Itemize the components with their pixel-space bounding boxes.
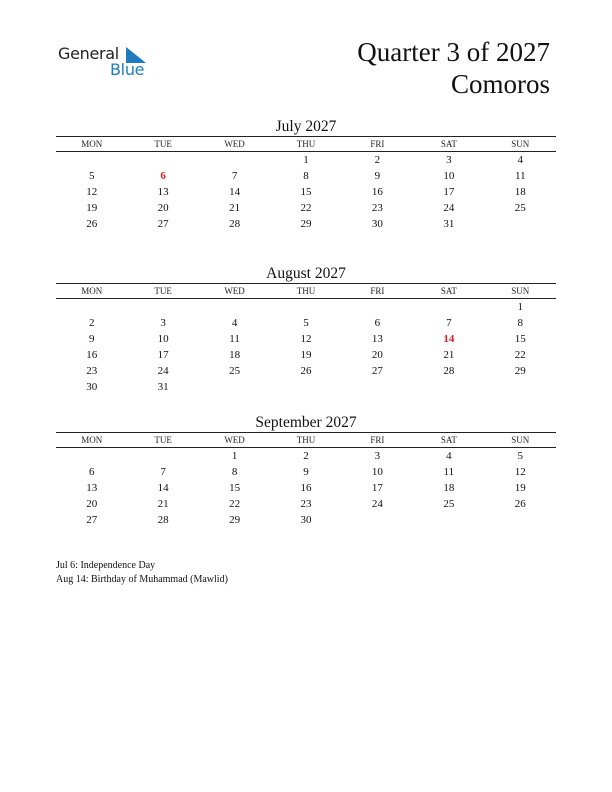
day-cell: 22	[514, 349, 526, 361]
empty-day-cell	[56, 448, 127, 464]
empty-day-cell	[413, 512, 484, 528]
weekday-label: SAT	[440, 435, 457, 445]
weekday-label: MON	[81, 286, 103, 296]
day-cell: 4	[517, 154, 524, 166]
day-cell: 15	[514, 333, 526, 345]
week-row	[56, 200, 556, 216]
generalblue-logo	[58, 44, 168, 84]
week-row	[56, 480, 556, 496]
empty-day-cell	[413, 379, 484, 395]
day-cell: 18	[443, 482, 455, 494]
weekday-label: SAT	[440, 286, 457, 296]
weekday-label: FRI	[370, 139, 385, 149]
month-title: September 2027	[255, 414, 357, 431]
weekday-label: SUN	[511, 286, 530, 296]
day-cell: 7	[446, 317, 452, 329]
empty-day-cell	[485, 216, 556, 232]
month-july	[56, 117, 556, 232]
empty-day-cell	[270, 379, 341, 395]
empty-day-cell	[342, 299, 413, 315]
day-cell: 24	[371, 498, 383, 510]
day-cell: 24	[157, 365, 169, 377]
day-cell: 9	[374, 170, 381, 182]
weekday-label: FRI	[370, 286, 385, 296]
week-row	[56, 464, 556, 480]
day-cell: 19	[514, 482, 526, 494]
day-cell: 5	[303, 317, 309, 329]
week-row	[56, 379, 556, 395]
day-cell: 30	[86, 381, 98, 393]
day-cell: 27	[371, 365, 383, 377]
week-row	[56, 331, 556, 347]
logo-word-blue: Blue	[110, 60, 145, 79]
day-cell: 30	[371, 218, 383, 230]
day-cell: 3	[446, 154, 452, 166]
day-cell: 13	[371, 333, 383, 345]
empty-day-cell	[342, 379, 413, 395]
weekday-label: SUN	[511, 435, 530, 445]
empty-day-cell	[485, 379, 556, 395]
month-title: August 2027	[266, 265, 346, 282]
empty-day-cell	[485, 512, 556, 528]
day-cell: 24	[443, 202, 455, 214]
day-cell: 21	[229, 202, 241, 214]
weekday-label: TUE	[154, 435, 172, 445]
day-cell: 17	[371, 482, 383, 494]
day-cell: 22	[300, 202, 312, 214]
empty-day-cell	[342, 512, 413, 528]
day-cell: 22	[229, 498, 241, 510]
weekday-label: TUE	[154, 286, 172, 296]
day-cell: 16	[371, 186, 383, 198]
empty-day-cell	[56, 152, 127, 168]
day-cell: 31	[443, 218, 455, 230]
day-cell: 6	[374, 317, 381, 329]
holiday-notes	[56, 559, 228, 587]
day-cell: 2	[88, 317, 95, 329]
holiday-day-cell: 6	[160, 170, 166, 182]
day-cell: 8	[303, 170, 309, 182]
weekday-label: SUN	[511, 139, 530, 149]
weekday-label: THU	[296, 286, 316, 296]
weekday-label: WED	[224, 139, 245, 149]
day-cell: 14	[229, 186, 241, 198]
day-cell: 10	[443, 170, 455, 182]
week-row	[56, 512, 556, 528]
day-cell: 10	[371, 466, 383, 478]
week-row	[56, 168, 556, 184]
empty-day-cell	[199, 152, 270, 168]
day-cell: 17	[157, 349, 169, 361]
day-cell: 26	[300, 365, 312, 377]
day-cell: 30	[300, 514, 312, 526]
day-cell: 21	[157, 498, 169, 510]
day-cell: 20	[371, 349, 383, 361]
day-cell: 3	[374, 450, 381, 462]
day-cell: 4	[231, 317, 238, 329]
holiday-note: Jul 6: Independence Day	[56, 560, 156, 571]
weekday-header	[56, 283, 556, 299]
week-row	[56, 216, 556, 232]
day-cell: 28	[229, 218, 241, 230]
empty-day-cell	[127, 152, 198, 168]
week-row	[56, 152, 556, 168]
title-country: Comoros	[450, 69, 550, 99]
empty-day-cell	[270, 299, 341, 315]
day-cell: 9	[303, 466, 309, 478]
day-cell: 16	[300, 482, 312, 494]
day-cell: 13	[157, 186, 169, 198]
day-cell: 28	[443, 365, 455, 377]
day-cell: 2	[374, 154, 381, 166]
empty-day-cell	[199, 379, 270, 395]
day-cell: 29	[300, 218, 312, 230]
day-cell: 25	[514, 202, 526, 214]
day-cell: 26	[86, 218, 98, 230]
month-title: July 2027	[275, 118, 337, 135]
empty-day-cell	[127, 299, 198, 315]
day-cell: 1	[231, 450, 238, 462]
week-row	[56, 184, 556, 200]
empty-day-cell	[199, 299, 270, 315]
day-cell: 5	[88, 170, 95, 182]
weekday-label: MON	[81, 435, 103, 445]
day-cell: 20	[157, 202, 169, 214]
month-august	[56, 264, 556, 395]
day-cell: 18	[229, 349, 241, 361]
weekday-label: THU	[296, 139, 316, 149]
month-september	[56, 413, 556, 528]
day-cell: 12	[514, 466, 526, 478]
day-cell: 20	[86, 498, 98, 510]
day-cell: 27	[86, 514, 98, 526]
day-cell: 21	[443, 349, 455, 361]
day-cell: 7	[160, 466, 166, 478]
day-cell: 5	[517, 450, 524, 462]
day-cell: 29	[514, 365, 526, 377]
weekday-label: SAT	[440, 139, 457, 149]
weekday-label: THU	[296, 435, 316, 445]
weekday-label: TUE	[154, 139, 172, 149]
empty-day-cell	[127, 448, 198, 464]
page-title	[357, 36, 550, 100]
title-quarter: Quarter 3 of 2027	[357, 37, 550, 67]
weekday-label: WED	[224, 435, 245, 445]
day-cell: 10	[157, 333, 169, 345]
empty-day-cell	[56, 299, 127, 315]
weekday-header	[56, 136, 556, 152]
day-cell: 11	[229, 333, 240, 345]
weekday-label: WED	[224, 286, 245, 296]
day-cell: 25	[443, 498, 455, 510]
day-cell: 4	[446, 450, 452, 462]
weekday-label: MON	[81, 139, 103, 149]
week-row	[56, 299, 556, 315]
day-cell: 7	[231, 170, 238, 182]
day-cell: 6	[88, 466, 95, 478]
day-cell: 28	[157, 514, 169, 526]
day-cell: 12	[300, 333, 312, 345]
week-row	[56, 315, 556, 331]
day-cell: 29	[229, 514, 241, 526]
day-cell: 19	[300, 349, 312, 361]
logo-word-general: General	[58, 44, 119, 63]
day-cell: 8	[231, 466, 238, 478]
week-row	[56, 448, 556, 464]
day-cell: 16	[86, 349, 98, 361]
day-cell: 27	[157, 218, 169, 230]
day-cell: 23	[86, 365, 98, 377]
day-cell: 15	[229, 482, 241, 494]
day-cell: 23	[300, 498, 312, 510]
weekday-label: FRI	[370, 435, 385, 445]
day-cell: 17	[443, 186, 455, 198]
week-row	[56, 496, 556, 512]
day-cell: 2	[303, 450, 309, 462]
holiday-note: Aug 14: Birthday of Muhammad (Mawlid)	[56, 574, 228, 585]
day-cell: 19	[86, 202, 98, 214]
day-cell: 1	[303, 154, 309, 166]
day-cell: 1	[517, 301, 524, 313]
day-cell: 13	[86, 482, 98, 494]
day-cell: 14	[157, 482, 169, 494]
day-cell: 23	[371, 202, 383, 214]
day-cell: 25	[229, 365, 241, 377]
day-cell: 11	[514, 170, 526, 182]
day-cell: 26	[514, 498, 526, 510]
week-row	[56, 347, 556, 363]
day-cell: 11	[443, 466, 455, 478]
weekday-header	[56, 432, 556, 448]
day-cell: 15	[300, 186, 312, 198]
day-cell: 12	[86, 186, 98, 198]
empty-day-cell	[413, 299, 484, 315]
day-cell: 31	[157, 381, 169, 393]
day-cell: 3	[160, 317, 166, 329]
day-cell: 9	[88, 333, 95, 345]
day-cell: 18	[514, 186, 526, 198]
holiday-day-cell: 14	[443, 333, 455, 345]
day-cell: 8	[517, 317, 524, 329]
week-row	[56, 363, 556, 379]
